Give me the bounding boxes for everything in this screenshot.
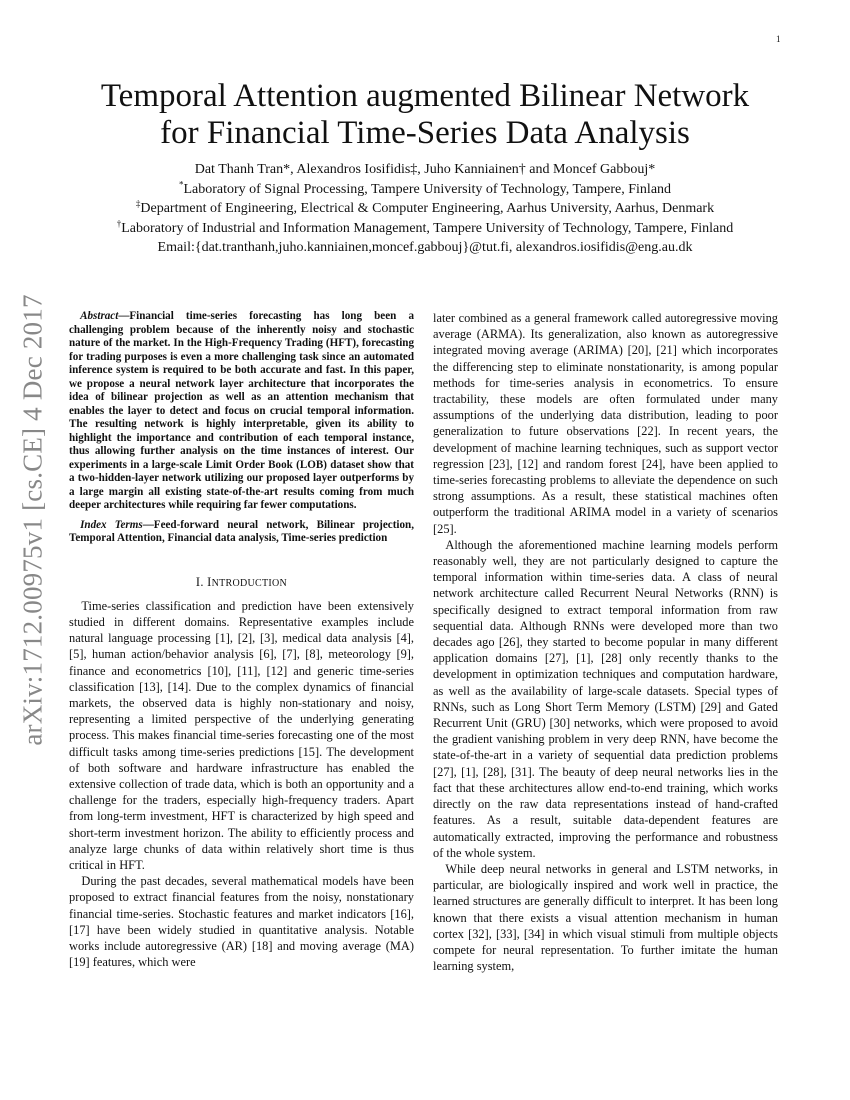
- arxiv-identifier-text: arXiv:1712.00975v1 [cs.CE] 4 Dec 2017: [17, 294, 48, 746]
- section-heading-introduction: I. INTRODUCTION: [195, 574, 288, 589]
- abstract: [69, 310, 414, 513]
- index-terms-label: Index Terms: [80, 518, 143, 531]
- arxiv-identifier-stamp: [12, 270, 54, 770]
- affiliation-3: †Laboratory of Industrial and Information Management, Tampere University of Technology, Tampere, Finland: [116, 217, 734, 236]
- index-terms: [69, 519, 414, 546]
- right-column: [433, 310, 778, 974]
- paragraph: later combined as a general framework called autoregressive moving average (ARMA). Its generalization, also known as autoregressive integrated moving average (ARIMA) [20], [21] which incorporates the differencing step to eliminate nonstationarity, is among popular methods for time-series analysis in econometrics. To ensure tractability, these models are often formulated under many assumptions of the underlying data distribution, leading to poor generalization to future observations [22]. In recent years, the development of machine learning techniques, such as support vector regression [23], [12] and random forest [24], have been applied to time-series forecasting problems to alleviate the dependence on such strong assumptions. As a result, these statistical machines often outperform the traditional ARIMA model in a variety of scenarios [25].: [433, 311, 778, 536]
- abstract-text: —Financial time-series forecasting has long been a challenging problem because of the inherently noisy and stochastic nature of the market. In the High-Frequency Trading (HFT), forecasting for trading purposes is even a more challenging task since an automated inference system is required to be both accurate and fast. In this paper, we propose a neural network layer architecture that incorporates the idea of bilinear projection as well as an attention mechanism that enables the layer to detect and focus on crucial temporal information. The resulting network is highly interpretable, given its ability to highlight the importance and contribution of each temporal instance, thus allowing further analysis on the time instances of interest. Our experiments in a large-scale Limit Order Book (LOB) dataset show that a two-hidden-layer network utilizing our proposed layer outperforms by a large margin all existing state-of-the-art results coming from much deeper architectures while requiring far fewer computations.: [69, 310, 414, 511]
- paragraph: Time-series classification and prediction have been extensively studied in different domains. Representative examples include natural language processing [1], [2], [3], medical data analysis [4], [5], human action/behavior analysis [6], [7], [8], meteorology [9], finance and econometrics [10], [11], [12] and generic time-series classification [13], [14]. Due to the complex dynamics of financial markets, the observed data is highly non-stationary and noisy, representing a limited perspective of the underlying generating process. This makes financial time-series forecasting one of the most difficult tasks among time-series predictions [15]. The development of both software and hardware infrastructure has enabled the extensive collection of trade data, which is both an opportunity and a challenge for the traders, especially high-frequency traders. Apart from long-term investment, HFT is characterized by high speed and short-term investment horizon. The ability to efficiently process and analyze large chunks of data within relatively short time is thus critical in HFT.: [69, 598, 414, 872]
- paper-title: [60, 78, 790, 152]
- author-names: Dat Thanh Tran*, Alexandros Iosifidis‡, Juho Kanniainen† and Moncef Gabbouj*: [194, 162, 656, 177]
- author-emails: Email:{dat.tranthanh,juho.kanniainen,moncef.gabbouj}@tut.fi, alexandros.iosifidis@eng.au.dk: [157, 240, 693, 255]
- paragraph: Although the aforementioned machine learning models perform reasonably well, they are not particularly designed to capture the temporal information within time-series data. A class of neural network architecture called Recurrent Neural Networks (RNN) is specifically designed to extract temporal information from raw sequential data. Although RNNs were developed more than two decades ago [26], they started to become popular in many different application domains [27], [1], [28] only recently thanks to the development in optimization techniques and computation hardware, as well as the availability of large-scale datasets. Special types of RNNs, such as Long Short Term Memory (LSTM) [29] and Gated Recurrent Unit (GRU) [30] networks, which were proposed to avoid the gradient vanishing problem in very deep RNN, have become the state-of-the-art in a variety of sequential data prediction problems [27], [1], [28], [31]. The beauty of deep neural networks lies in the fact that these architectures allow end-to-end training, which works directly on the raw data representations instead of hand-crafted features. As a result, suitable data-dependent features are automatically extracted, improving the performance and robustness of the whole system.: [433, 537, 778, 860]
- left-column: [69, 310, 414, 970]
- affiliation-1: *Laboratory of Signal Processing, Tampere University of Technology, Tampere, Finland: [178, 178, 672, 197]
- paragraph: While deep neural networks in general and LSTM networks, in particular, are biologically inspired and work well in practice, the learned structures are generally difficult to interpret. It has been long known that there exists a visual attention mechanism in human cortex [32], [33], [34] in which visual stimuli from multiple objects compete for neural representation. To further imitate the human learning system,: [433, 861, 778, 974]
- affiliation-2: ‡Department of Engineering, Electrical & Computer Engineering, Aarhus University, Aarhus, Denmark: [135, 198, 715, 216]
- title-line-1: Temporal Attention augmented Bilinear Network: [100, 78, 750, 114]
- page-number: 1: [776, 34, 781, 44]
- index-terms-text: —Feed-forward neural network, Bilinear projection, Temporal Attention, Financial data analysis, Time-series prediction: [69, 518, 414, 544]
- title-line-2: for Financial Time-Series Data Analysis: [160, 115, 690, 151]
- abstract-label: Abstract: [80, 310, 119, 322]
- paragraph: During the past decades, several mathematical models have been proposed to extract financial features from the noisy, nonstationary financial time-series. Stochastic features and market indicators [16], [17] have been widely studied in quantitative analysis. Notable works include autoregressive (AR) [18] and moving average (MA) [19] features, which were: [69, 874, 414, 970]
- author-block: [60, 160, 790, 258]
